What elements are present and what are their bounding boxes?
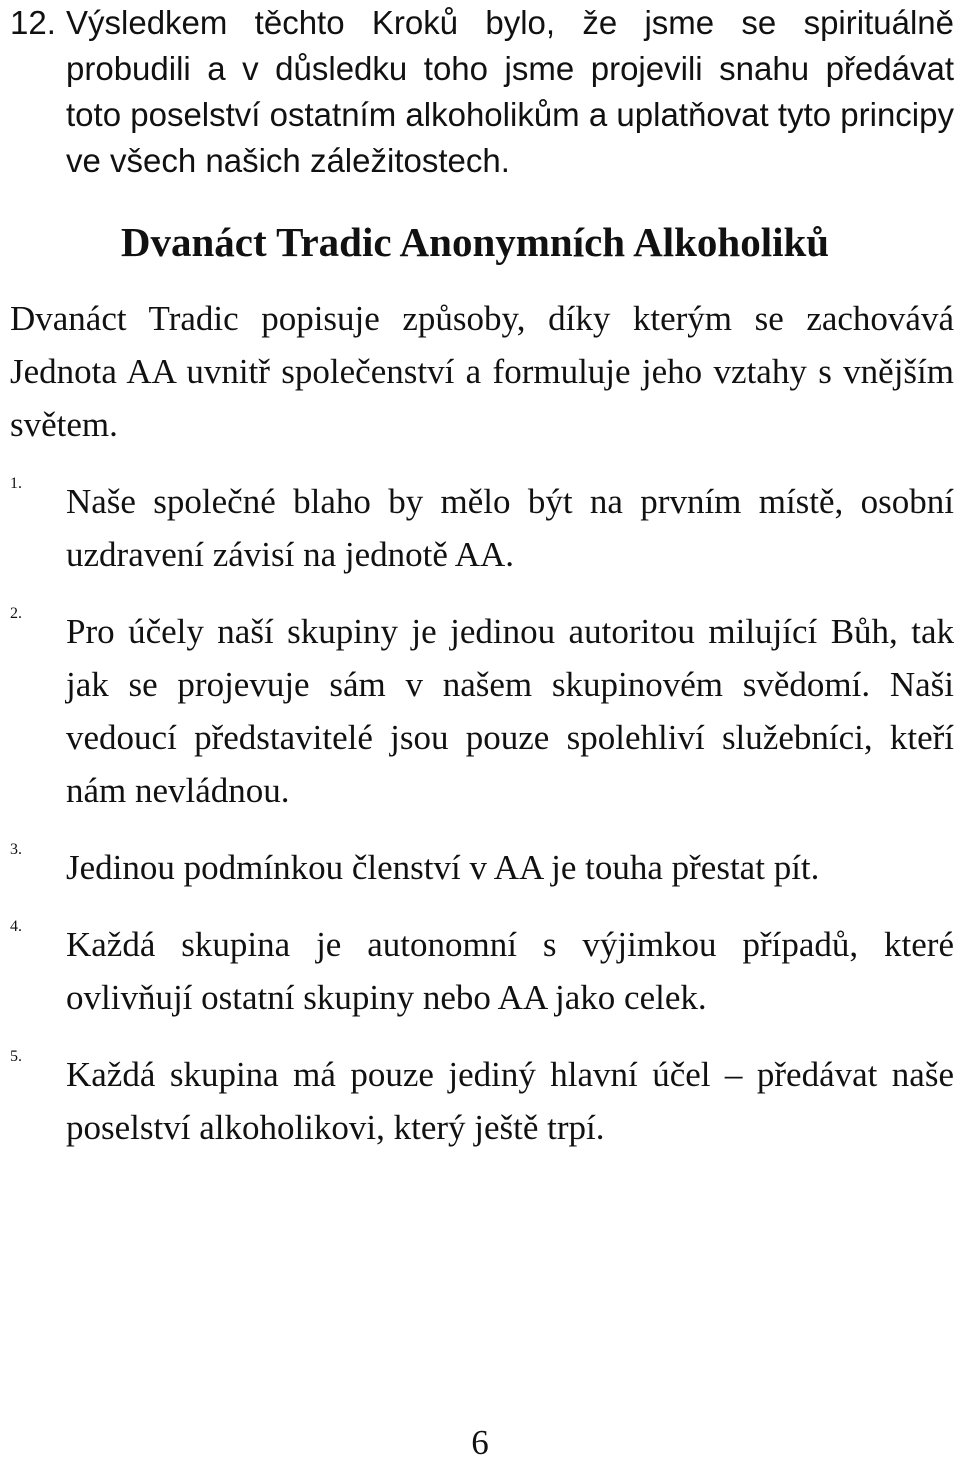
tradition-4 (10, 918, 954, 1024)
tradition-number: 4. (10, 918, 22, 935)
section-intro: Dvanáct Tradic popisuje způsoby, díky kterým se zachovává Jednota AA uvnitř společenství a formuluje jeho vztahy s vnějším světem. (10, 299, 954, 444)
tradition-3 (10, 841, 954, 894)
tradition-text: Jedinou podmínkou členství v AA je touha přestat pít. (66, 848, 820, 887)
tradition-number: 2. (10, 605, 22, 622)
step-text: Výsledkem těchto Kroků bylo, že jsme se spirituálně probudili a v důsledku toho jsme projevili snahu předávat toto poselství ostatním alkoholikům a uplatňovat tyto principy ve všech našich záležitostech. (66, 4, 954, 179)
tradition-number: 3. (10, 841, 22, 858)
tradition-2 (10, 605, 954, 817)
tradition-text: Každá skupina má pouze jediný hlavní účel – předávat naše poselství alkoholikovi, který ještě trpí. (66, 1055, 954, 1147)
tradition-text: Pro účely naší skupiny je jedinou autoritou milující Bůh, tak jak se projevuje sám v našem skupinovém svědomí. Naši vedoucí představitelé jsou pouze spolehliví služebníci, kteří nám nevládnou. (66, 612, 954, 810)
step-number: 12. (10, 4, 56, 41)
tradition-text: Naše společné blaho by mělo být na prvním místě, osobní uzdravení závisí na jednotě AA. (66, 482, 954, 574)
section-heading: Dvanáct Tradic Anonymních Alkoholiků (120, 219, 830, 265)
tradition-text: Každá skupina je autonomní s výjimkou případů, které ovlivňují ostatní skupiny nebo AA jako celek. (66, 925, 954, 1017)
tradition-5 (10, 1048, 954, 1154)
tradition-number: 1. (10, 475, 22, 492)
step-12 (10, 0, 954, 184)
page-number: 6 (471, 1423, 489, 1462)
tradition-number: 5. (10, 1048, 22, 1065)
tradition-1 (10, 475, 954, 581)
